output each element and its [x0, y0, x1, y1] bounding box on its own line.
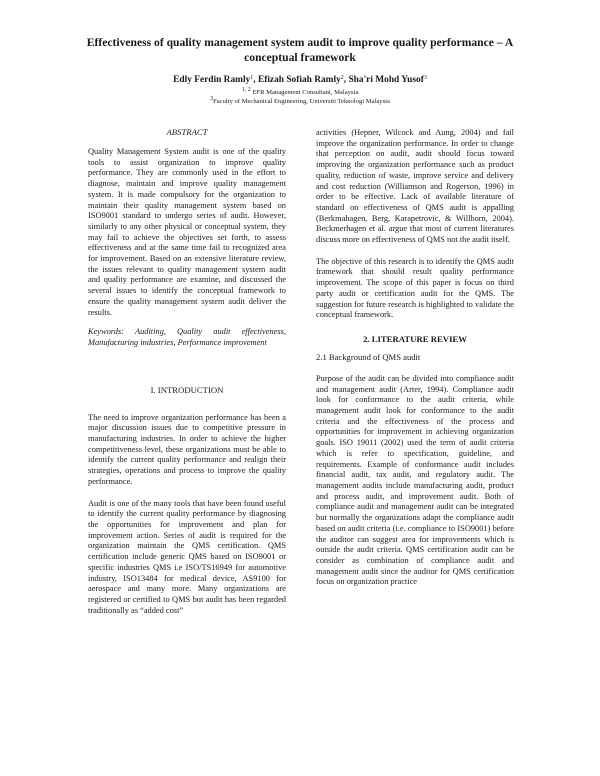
- paper-title: Effectiveness of quality management system audit to improve quality performance – A conceptual framework: [86, 36, 514, 64]
- affiliation-1-text: EFR Management Consultant, Malaysia: [252, 89, 359, 96]
- author-2-name: Efizah Sofiah Ramly: [257, 75, 341, 85]
- right-column: [316, 128, 514, 588]
- affiliation-1-sup: 1, 2: [241, 87, 251, 93]
- author-2-sup: 2: [340, 75, 344, 81]
- abstract-heading: ABSTRACT: [166, 127, 208, 137]
- affiliation-line-1: [60, 88, 540, 97]
- abstract-body: Quality Management System audit is one of the quality tools to assist organization to improve quality performance. They are commonly used in the effort to diagnose, maintain and improve quality management system. It is made compulsory for the organization to maintain their quality management system based on ISO9001 standard to undergo series of audit. However, similarly to any other physical or conceptual system, they may fail to achieve the objectives set forth, to assess effectiveness and at the same time fail to recognized area for improvement. Based on an extensive literature review, the issues relevant to quality management system audit and quality performance are examine, and discussed the several issues to identify the conceptual framework to ensure the quality management system audit deliver the results.: [88, 147, 286, 317]
- affiliation-2-sup: 3: [210, 96, 214, 102]
- left-column: [88, 124, 286, 616]
- keywords: Keywords: Auditing, Quality audit effectiveness, Manufacturing industries, Performance improvement: [88, 327, 286, 347]
- author-line: Edly Ferdin Ramly$^1$, Efizah Sofiah Ramly$^2$, Sha'ri Mohd Yusof$^3$: [173, 75, 427, 85]
- affiliation-2-text: Faculty of Mechanical Engineering, Universiti Teknologi Malaysia: [213, 98, 390, 105]
- affiliations: [60, 88, 540, 106]
- author-3-sup: 3: [423, 75, 427, 81]
- literature-review-heading: 2. LITERATURE REVIEW: [363, 333, 467, 344]
- introduction-heading: I. INTRODUCTION: [150, 384, 224, 395]
- background-subheading: 2.1 Background of QMS audit: [316, 351, 421, 362]
- affiliation-line-2: [60, 97, 540, 106]
- introduction-paragraph-2: Audit is one of the many tools that have been found useful to identify the current quality performance by diagnosing the opportunities for improvement and plan for improvement action. Series of audit is required for the organization maintain the QMS certification. QMS certification include generic QMS based on ISO9001 or specific industries QMS i.e ISO/TS16949 for automotive industry, ISO13484 for medical device, AS9100 for aerospace and many more. Many organizations are registered or certified to QMS but audit has been regarded traditionally as “added cost”: [88, 498, 286, 615]
- introduction-paragraph-1: The need to improve organization performance has been a major discussion issues due to competitive pressure in manufacturing industries. In order to achieve the higher competitiveness level, these organizations must be able to identify the current quality performance and realign their strategies, operations and process to improve the quality performance.: [88, 412, 286, 486]
- right-paragraph-1: activities (Hepner, Wilcock and Aung, 2004) and fail improve the organization performance. In order to change that perception on audit, audit should focus toward improving the organization performance such as product quality, reduction of waste, improve service and delivery and cost reduction (Williamson and Rogerson, 1996) in order to be effective. Lack of available literature of standard on effectiveness of QMS audit is appalling (Berkmahagen, Berg, Karapetrovic, & Willborn, 2004). Beckmerhagen et al. argue that most of current literatures discuss more on effectiveness of QMS not the audit itself.: [316, 128, 514, 245]
- author-3-name: Sha'ri Mohd Yusof: [348, 75, 424, 85]
- author-1-name: Edly Ferdin Ramly: [173, 75, 251, 85]
- right-paragraph-2: The objective of this research is to identify the QMS audit framework that should result quality performance improvement. The scope of this paper is focus on third party audit or certification audit for the QMS. The suggestion for future research is highlighted to validate the conceptual framework.: [316, 256, 514, 320]
- author-1-sup: 1: [250, 75, 254, 81]
- right-paragraph-3: Purpose of the audit can be divided into compliance audit and management audit (Arter, 1994). Compliance audit look for conformance to the audit criteria, while management audit look for conformance to the audit criteria and the effectiveness of the process and opportunities for improvement in achieving organization goals. ISO 19011 (2002) used the term of audit criteria which is refer to specification, guideline, and requirements. Example of conformance audit includes financial audit, tax audit, and regulatory audit. The management audits include manufacturing audit, product and process audit, and improvement audit. Both of compliance audit and management audit can be integrated but normally the organizations adapt the compliance audit based on audit criteria (i.e. compliance to ISO9001) before the auditor can suggest area for improvements which is outside the audit criteria. QMS certification audit can be consider as combination of compliance audit and management audit since the auditor for QMS certification focus on organization practice: [316, 373, 514, 587]
